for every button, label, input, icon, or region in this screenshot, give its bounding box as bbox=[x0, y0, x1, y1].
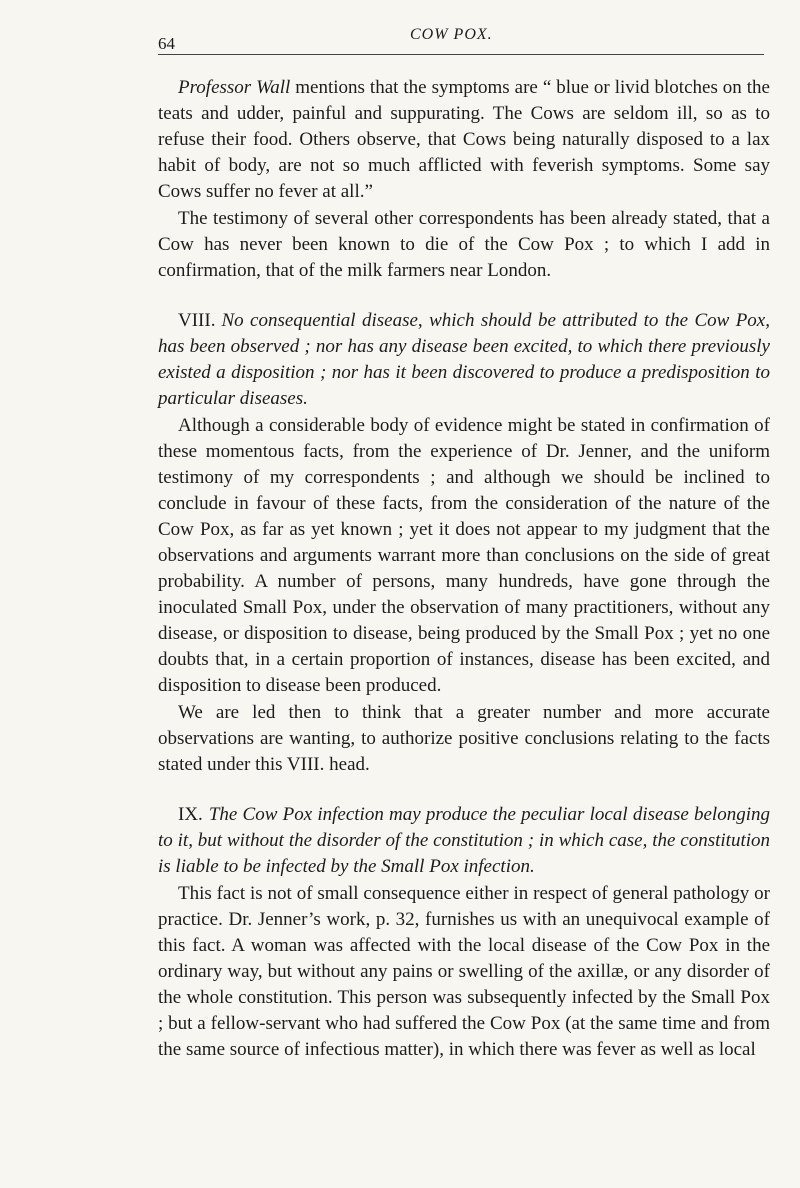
page-number: 64 bbox=[158, 34, 175, 53]
page-header bbox=[158, 0, 770, 56]
paragraph-professor-wall-text: mentions that the symptoms are “ blue or livid blotches on the teats and udder, painful and suppurating. The Cows are seldom ill, so as to refuse their food. Others observe, that Cows being naturally disposed to a lax habit of body, are not so much afflicted with feverish symptoms. Some say Cows suffer no fever at all.” bbox=[158, 77, 770, 202]
header-rule bbox=[158, 54, 764, 55]
page-body bbox=[158, 56, 770, 1063]
section-ix-heading-text: The Cow Pox infection may produce the peculiar local disease belonging to it, but without the disorder of the constitution ; in which case, the constitution is liable to be infected by the Small Pox infection. bbox=[158, 804, 770, 877]
paragraph-pathology: This fact is not of small consequence either in respect of general pathology or practice. Dr. Jenner’s work, p. 32, furnishes us with an unequivocal example of this fact. A woman was affected with the local disease of the Cow Pox in the ordinary way, but without any pains or swelling of the axillæ, or any disorder of the whole constitution. This person was subsequently infected by the Small Pox ; but a fellow-servant who had suffered the Cow Pox (at the same time and from the same source of infectious matter), in which there was fever as well as local bbox=[158, 883, 770, 1060]
section-viii-heading-text: No consequential disease, which should be attributed to the Cow Pox, has been observed ; nor has any disease been excited, to which there previously existed a disposition ; nor has it been discovered to produce a predisposition to particular diseases. bbox=[158, 310, 770, 409]
paragraph-observations: We are led then to think that a greater number and more accurate observations are wanting, to authorize positive conclusions relating to the facts stated under this VIII. head. bbox=[158, 702, 770, 775]
running-title: COW POX. bbox=[410, 26, 493, 43]
professor-wall-name: Professor Wall bbox=[178, 77, 291, 98]
paragraph-professor-wall bbox=[158, 75, 770, 205]
section-ix-heading bbox=[158, 802, 770, 880]
section-viii-heading bbox=[158, 308, 770, 412]
section-viii-number: VIII. bbox=[178, 310, 216, 331]
paragraph-evidence: Although a considerable body of evidence might be stated in confirmation of these momentous facts, from the experience of Dr. Jenner, and the uniform testimony of my correspondents ; and although we should be inclined to conclude in favour of these facts, from the consideration of the nature of the Cow Pox, as far as yet known ; yet it does not appear to my judgment that the observations and arguments warrant more than conclusions on the side of great probability. A number of persons, many hundreds, have gone through the inoculated Small Pox, under the observation of many practitioners, without any disease, or disposition to disease, being produced by the Small Pox ; yet no one doubts that, in a certain proportion of instances, disease has been excited, and disposition to disease been produced. bbox=[158, 415, 770, 696]
section-ix-number: IX. bbox=[178, 804, 203, 825]
paragraph-testimony: The testimony of several other correspondents has been already stated, that a Cow has never been known to die of the Cow Pox ; to which I add in confirmation, that of the milk farmers near London. bbox=[158, 208, 770, 281]
